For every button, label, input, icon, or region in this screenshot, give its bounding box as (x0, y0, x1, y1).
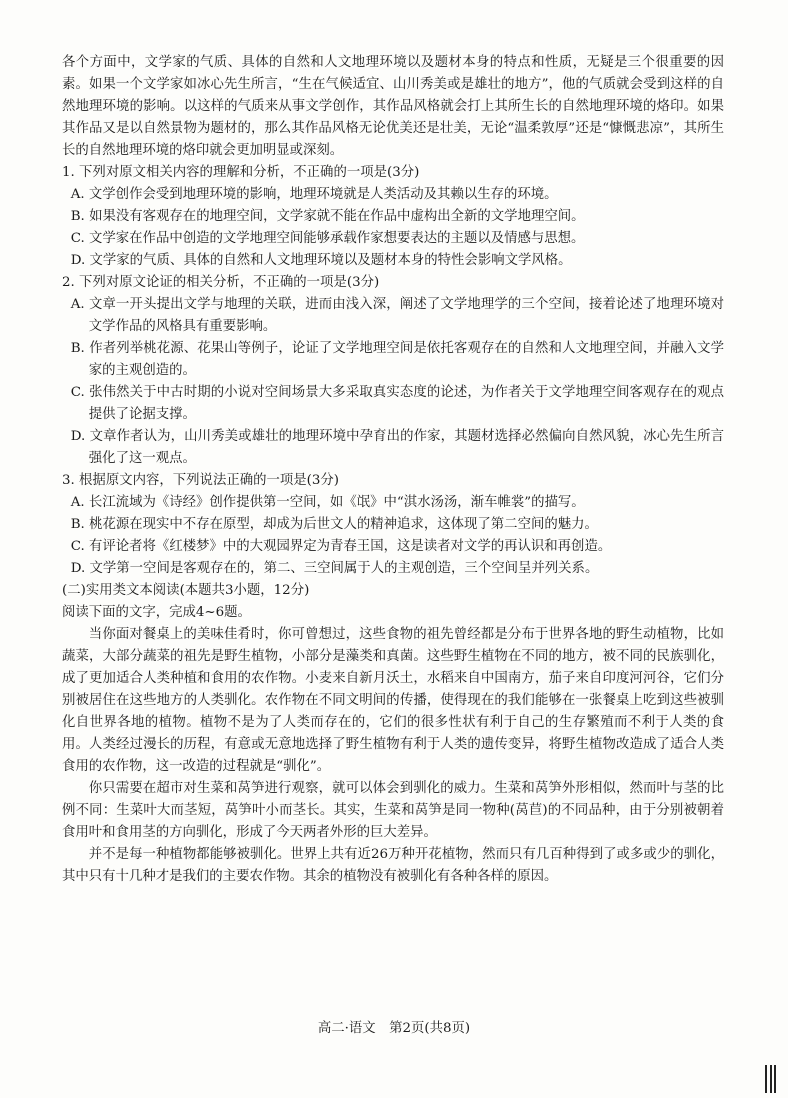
question-option: C. 张伟然关于中古时期的小说对空间场景大多采取真实态度的论述，为作者关于文学地理空间客观存在的观点提供了论据支撑。 (70, 385, 724, 422)
passage2-paragraph: 你只需要在超市对生菜和莴笋进行观察，就可以体会到驯化的威力。生菜和莴笋外形相似，然而叶与茎的比例不同：生菜叶大而茎短，莴笋叶小而茎长。其实，生菜和莴笋是同一物种(莴苣)的不同品种，由于分别被朝着食用叶和食用茎的方向驯化，形成了今天两者外形的巨大差异。 (62, 781, 724, 840)
question-stem: 3. 根据原文内容，下列说法正确的一项是(3分) (62, 473, 340, 488)
question-2 (62, 272, 724, 470)
section-instruction: 阅读下面的文字，完成4~6题。 (62, 605, 251, 620)
question-option: D. 文学家的气质、具体的自然和人文地理环境以及题材本身的特性会影响文学风格。 (70, 253, 572, 268)
question-option: A. 文学创作会受到地理环境的影响，地理环境就是人类活动及其赖以生存的环境。 (70, 187, 558, 202)
question-option: B. 如果没有客观存在的地理空间，文学家就不能在作品中虚构出全新的文学地理空间。 (70, 209, 585, 224)
question-option: C. 文学家在作品中创造的文学地理空间能够承载作家想要表达的主题以及情感与思想。 (70, 231, 585, 246)
question-stem: 1. 下列对原文相关内容的理解和分析，不正确的一项是(3分) (62, 165, 420, 180)
passage2-paragraph: 并不是每一种植物都能够被驯化。世界上共有近26万种开花植物，然而只有几百种得到了或多或少的驯化，其中只有十几种才是我们的主要农作物。其余的植物没有被驯化有各种各样的原因。 (62, 847, 724, 884)
question-option: D. 文章作者认为，山川秀美或雄壮的地理环境中孕育出的作家，其题材选择必然偏向自然风貌，冰心先生所言强化了这一观点。 (70, 429, 724, 466)
question-stem: 2. 下列对原文论证的相关分析，不正确的一项是(3分) (62, 275, 380, 290)
question-option: A. 文章一开头提出文学与地理的关联，进而由浅入深，阐述了文学地理学的三个空间，接着论述了地理环境对文学作品的风格具有重要影响。 (70, 297, 724, 334)
question-option: C. 有评论者将《红楼梦》中的大观园界定为青春王国，这是读者对文学的再认识和再创造。 (70, 539, 612, 554)
page-footer: 高二·语文 第2页(共8页) (317, 1021, 471, 1036)
question-1 (62, 162, 724, 272)
section-heading: (二)实用类文本阅读(本题共3小题，12分) (62, 583, 310, 598)
passage2-paragraph: 当你面对餐桌上的美味佳肴时，你可曾想过，这些食物的祖先曾经都是分布于世界各地的野生动植物，比如蔬菜，大部分蔬菜的祖先是野生植物，小部分是藻类和真菌。这些野生植物在不同的地方，被不同的民族驯化，成了更加适合人类种植和食用的农作物。小麦来自新月沃土，水稻来自中国南方，茄子来自印度河河谷，它们分别被居住在这些地方的人类驯化。农作物在不同文明间的传播，使得现在的我们能够在一张餐桌上吃到这些被驯化自世界各地的植物。植物不是为了人类而存在的，它们的很多性状有利于自己的生存繁殖而不利于人类的食用。人类经过漫长的历程，有意或无意地选择了野生植物有利于人类的遗传变异，将野生植物改造成了适合人类食用的农作物，这一改造的过程就是“驯化”。 (62, 627, 724, 774)
binding-edge-mark (764, 1065, 778, 1093)
page-content (62, 52, 724, 888)
question-option: A. 长江流域为《诗经》创作提供第一空间，如《氓》中“淇水汤汤，渐车帷裳”的描写。 (70, 495, 585, 510)
question-option: B. 作者列举桃花源、花果山等例子，论证了文学地理空间是依托客观存在的自然和人文地理空间，并融入文学家的主观创造的。 (70, 341, 724, 378)
question-option: D. 文学第一空间是客观存在的，第二、三空间属于人的主观创造，三个空间呈并列关系。 (70, 561, 599, 576)
question-option: B. 桃花源在现实中不存在原型，却成为后世文人的精神追求，这体现了第二空间的魅力。 (70, 517, 598, 532)
question-3 (62, 470, 724, 580)
passage1-tail: 各个方面中，文学家的气质、具体的自然和人文地理环境以及题材本身的特点和性质，无疑是三个很重要的因素。如果一个文学家如冰心先生所言，“生在气候适宜、山川秀美或是雄壮的地方”，他的气质就会受到这样的自然地理环境的影响。以这样的气质来从事文学创作，其作品风格就会打上其所生长的自然地理环境的烙印。如果其作品又是以自然景物为题材的，那么其作品风格无论优美还是壮美，无论“温柔敦厚”还是“慷慨悲凉”，其所生长的自然地理环境的烙印就会更加明显或深刻。 (62, 55, 724, 158)
